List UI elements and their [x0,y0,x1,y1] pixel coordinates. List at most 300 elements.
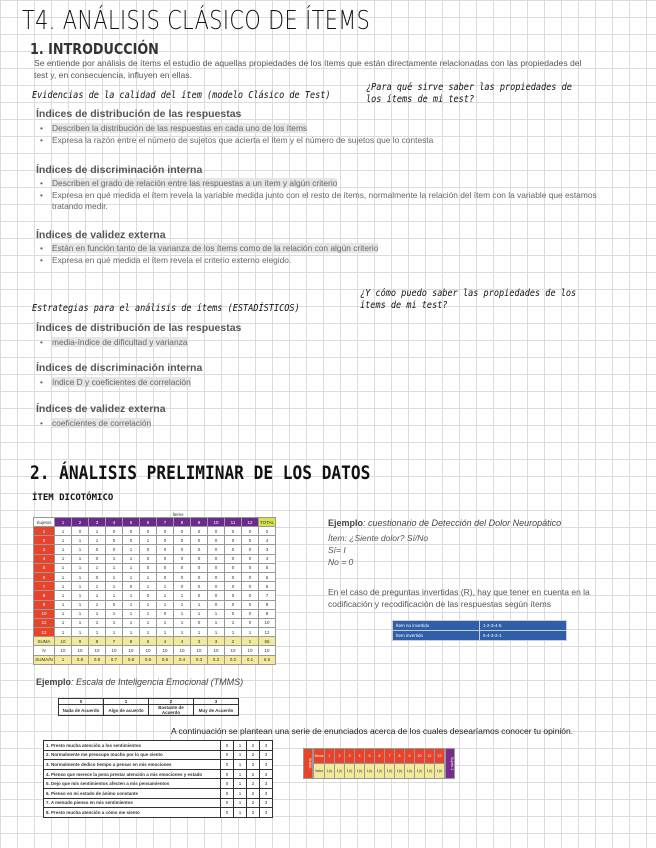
table-cell: 0 [225,600,242,609]
item-text: 2. Normalmente me preocupo mucho por lo que siento [44,750,221,760]
table-cell: 1 [89,618,106,627]
table-cell: 1 [55,572,72,581]
table-cell: 1 [55,628,72,637]
table-cell: 1 [174,591,191,600]
item-option[interactable]: 1 [234,808,247,818]
table-cell: 10 [242,646,259,655]
table-col-header: 9 [191,518,208,527]
table-cell: 1 [72,628,89,637]
block-3-list [40,243,600,266]
table-cell: 1 [89,536,106,545]
table-cell: 10 [157,646,174,655]
scale-number: 1 [104,699,149,705]
item-option[interactable]: 3 [260,808,273,818]
table-cell: 0.7 [106,655,123,664]
table-cell: 0 [225,582,242,591]
scored-item-cell: 1 [325,749,335,764]
item-option[interactable]: 1 [234,779,247,789]
item-option[interactable]: 0 [221,769,234,779]
item-option[interactable]: 1 [234,741,247,751]
table-cell: 12 [34,628,55,637]
table-corner: Sujetos [34,518,55,527]
table-cell: 3 [191,637,208,646]
table-row [44,769,273,779]
table-col-header: 10 [208,518,225,527]
table-cell: 0 [225,554,242,563]
table-cell: 1 [242,637,259,646]
block-1-title: Índices de distribución de las respuestas [36,108,242,120]
table-cell: 4 [259,536,276,545]
table-row [44,750,273,760]
table-row [34,536,276,545]
scored-value-cell: 1(r) [345,764,355,779]
table-cell: 10 [55,637,72,646]
table-cell: 10 [208,646,225,655]
scored-left-label: SUMA [303,748,313,779]
table-cell: 0 [242,572,259,581]
table-cell: 0.8 [123,655,140,664]
table-cell: 0 [174,582,191,591]
table-cell: 1 [123,600,140,609]
item-option[interactable]: 0 [221,741,234,751]
table-cell: 1 [157,591,174,600]
table-cell: 0.3 [208,655,225,664]
table-cell: 0.1 [242,655,259,664]
table-cell: 1 [174,618,191,627]
table-cell: 0 [208,572,225,581]
table-cell: 4 [259,554,276,563]
table-row [44,779,273,789]
table-cell: 1 [72,563,89,572]
table-cell: 0 [225,527,242,536]
table-cell: 1 [55,527,72,536]
scored-value-cell: 1(r) [395,764,405,779]
table-cell: 0 [174,545,191,554]
table-col-header: 3 [89,518,106,527]
summary-label: SUMA/N [34,655,55,664]
table-row [34,554,276,563]
table-cell: 11 [34,618,55,627]
scale-label: Bastante de Acuerdo [149,705,194,716]
table-cell: 1 [123,591,140,600]
item-option[interactable]: 3 [260,798,273,808]
table-cell: 0 [191,527,208,536]
table-cell: 1 [174,609,191,618]
table-cell: 1 [55,554,72,563]
table-cell: 1 [34,527,55,536]
table-cell: 1 [208,609,225,618]
item-option[interactable]: 0 [221,798,234,808]
strategy-3-title: Índices de validez externa [36,403,166,415]
scored-item-cell: 8 [395,749,405,764]
table-cell: 6.5 [259,655,276,664]
table-cell: 0 [242,554,259,563]
table-col-header: TOTAL [259,519,275,525]
example-1-no: No = 0 [328,557,354,567]
table-cell: 0 [242,545,259,554]
scored-right-label: Sujeto 1 [445,748,455,779]
table-row [44,808,273,818]
table-cell: 1 [174,600,191,609]
table-cell: 0 [225,609,242,618]
table-cell: 4 [34,554,55,563]
intro-paragraph: Se entiende por análisis de ítems el estudio de aquellas propiedades de los ítems que están directamente relacionadas con las propiedades del test y, en consecuencia, influyen en ellas. [34,58,582,80]
table-cell: 1 [55,582,72,591]
table-cell: 0 [242,536,259,545]
table-cell: 8 [34,591,55,600]
table-row [34,527,276,536]
item-option[interactable]: 3 [260,741,273,751]
table-cell: 1 [123,618,140,627]
list-item: • Describen el grado de relación entre las respuestas a un ítem y algún criterio [40,178,610,190]
table-cell: 5 [259,563,276,572]
table-cell: 0 [123,536,140,545]
table-row [34,563,276,572]
table-row [44,798,273,808]
table-cell: 7 [259,591,276,600]
block-2-list [40,178,610,213]
table-cell: 0 [225,572,242,581]
table-cell: 0 [191,572,208,581]
scale-number: 3 [194,699,239,705]
example-1-item: Ítem: ¿Siente dolor? Sí/No [328,533,429,543]
table-cell: 0.3 [191,655,208,664]
table-cell: 1 [157,600,174,609]
scored-item-cell: 5 [365,749,375,764]
table-cell: 5 [34,563,55,572]
table-cell: 1 [89,527,106,536]
table-cell: 10 [259,618,276,627]
table-cell: 1 [55,600,72,609]
table-cell: 3 [259,545,276,554]
list-item: • media-índice de dificultad y varianza [40,337,187,349]
table-cell: 1 [208,628,225,637]
item-option[interactable]: 0 [221,788,234,798]
table-summary-row [34,655,276,664]
item-option[interactable]: 1 [234,769,247,779]
table-cell: 4 [174,637,191,646]
table-cell: 1 [242,628,259,637]
table-cell: 1 [140,536,157,545]
table-cell: 10 [123,646,140,655]
table-cell: 0 [140,563,157,572]
table-cell: 0 [242,600,259,609]
example-1-yes: Sí= I [328,545,346,555]
item-text: 6. Pienso en mi estado de ánimo constante [44,788,221,798]
table-cell: 0 [157,545,174,554]
item-option[interactable]: 0 [221,808,234,818]
list-item: • Expresa en qué medida el ítem revela el criterio externo elegido. [40,255,600,267]
table-cell: 1 [89,609,106,618]
table-cell: 1 [72,582,89,591]
item-option[interactable]: 2 [247,798,260,808]
table-cell: 0 [242,527,259,536]
table-cell: 6 [259,582,276,591]
example-1-title: Ejemplo: cuestionario de Detección del Dolor Neuropático [328,518,562,528]
scored-item-cell: 7 [385,749,395,764]
scored-item-cell: 6 [375,749,385,764]
block-2-title: Índices de discriminación interna [36,164,203,176]
table-cell: 1 [106,609,123,618]
item-option[interactable]: 3 [260,750,273,760]
table-cell: 0 [140,591,157,600]
list-item: • Describen la distribución de las respuestas en cada uno de los ítems [40,123,600,135]
table-cell: 0.4 [174,655,191,664]
table-cell: 8 [259,600,276,609]
section-2-heading: 2. ÁNALISIS PRELIMINAR DE LOS DATOS [30,462,371,484]
table-col-header: 11 [225,518,242,527]
item-option[interactable]: 0 [221,760,234,770]
scored-value-cell: 1(r) [435,764,445,779]
table-row [34,609,276,618]
item-option[interactable]: 3 [260,788,273,798]
table-cell: 1 [106,572,123,581]
table-cell: 1 [55,563,72,572]
table-cell: 0 [191,591,208,600]
list-item: • Están en función tanto de la varianza de los ítems como de la relación con algún criterio [40,243,600,255]
table-col-header: 2 [72,518,89,527]
table-cell: 1 [55,618,72,627]
table-cell: 4 [157,637,174,646]
table-cell: 0 [174,527,191,536]
table-cell: 10 [174,646,191,655]
table-cell: 1 [55,545,72,554]
scored-item-cell: 2 [335,749,345,764]
scored-value-cell: 1(r) [425,764,435,779]
table-cell: 1 [140,582,157,591]
table-row [44,760,273,770]
table-cell: 0 [208,563,225,572]
table-row [34,572,276,581]
item-option[interactable]: 3 [260,769,273,779]
table-cell: 0 [242,563,259,572]
table-cell: 1 [225,628,242,637]
table-cell: 65 [259,637,276,646]
table-cell: 10 [34,609,55,618]
table-cell: 0 [106,600,123,609]
scored-value-cell: 1(r) [335,764,345,779]
table-cell: 0 [157,609,174,618]
table-cell: 0 [191,554,208,563]
scored-item-cell: 11 [425,749,435,764]
item-option[interactable]: 1 [234,798,247,808]
table-cell: 0 [140,554,157,563]
table-row [34,618,276,627]
table-cell: 0 [123,582,140,591]
table-cell: 1 [140,572,157,581]
item-type-label: ÍTEM DICOTÓMICO [32,493,114,503]
table-cell: 1 [55,655,72,664]
table-cell: 1 [55,609,72,618]
table-cell: 10 [89,646,106,655]
table-cell: 0 [191,582,208,591]
table-cell: 1 [72,572,89,581]
table-cell: 0 [242,582,259,591]
page-title: T4. ANÁLISIS CLÁSICO DE ÍTEMS [22,6,371,36]
table-cell: 1 [157,628,174,637]
table-cell: 2 [225,637,242,646]
question-2: ¿Y cómo puedo saber las propiedades de los ítems de mi test? [360,288,577,311]
table-col-header: 8 [174,518,191,527]
table-cell: 1 [140,609,157,618]
scored-item-cell: 10 [415,749,425,764]
item-text: 8. Presto mucha atención a cómo me siento [44,808,221,818]
strategy-2-list [40,377,191,389]
table-cell: 1 [55,591,72,600]
table-cell: 9 [72,637,89,646]
summary-label: SUMA [34,637,55,646]
list-item: • coeficientes de correlación [40,418,151,430]
table-cell: 1 [191,628,208,637]
item-option[interactable]: 2 [247,760,260,770]
scored-item-cell: 9 [405,749,415,764]
table-cell: 0 [225,563,242,572]
table-cell: 1 [123,563,140,572]
table-cell: 10 [259,646,276,655]
list-item: • índice D y coeficientes de correlación [40,377,191,389]
block-3-title: Índices de validez externa [36,229,166,241]
scored-value-cell: 1(r) [415,764,425,779]
scored-value-cell: 1(r) [405,764,415,779]
table-cell: 1 [123,545,140,554]
table-cell: 0 [242,618,259,627]
table-cell: 0 [106,545,123,554]
table-row [44,741,273,751]
scale-number: 2 [149,699,194,705]
scored-item-cell: 12 [435,749,445,764]
table-cell: 5 [259,572,276,581]
table-cell: 0 [208,536,225,545]
item-option[interactable]: 1 [234,760,247,770]
list-item: • Expresa la razón entre el número de sujetos que acierta el ítem y el número de sujetos que lo contesta [40,135,600,147]
item-option[interactable]: 2 [247,750,260,760]
table-cell: 1 [191,609,208,618]
table-col-header: 4 [106,518,123,527]
table-row [34,591,276,600]
scored-items-table: Ítems 1 2 3 4 5 6 7 8 9 10 11 12 Valor 1(r) 1(r) 1(r) 1(r) 1(r) 1(r) 1(r) 1(r) 1(r) 1(r) 1(r) 1(r) [313,748,445,779]
table-cell: 0.5 [157,655,174,664]
table-cell: 0 [140,545,157,554]
table-cell: 0 [225,536,242,545]
table-cell: 12 [259,628,276,637]
table-cell: 0 [208,545,225,554]
table-cell: 0 [225,545,242,554]
table-cell: 1 [157,618,174,627]
scale-label: Nada de Acuerdo [59,705,104,716]
table-col-header: 6 [140,518,157,527]
table-cell: 10 [140,646,157,655]
table-cell: 6 [140,637,157,646]
table-col-header: 1 [55,518,72,527]
table-cell: 1 [106,628,123,637]
example-1-note: En el caso de preguntas invertidas (R), hay que tener en cuenta en la codificación y recodificación de las respuestas según ítems [328,587,590,609]
scored-value-cell: 1(r) [325,764,335,779]
table-cell: 1 [72,600,89,609]
item-option[interactable]: 3 [260,760,273,770]
scale-number: 0 [59,699,104,705]
table-cell: 2 [259,527,276,536]
table-cell: 0 [208,554,225,563]
likert-scale-table [58,698,239,716]
table-cell: 0 [208,591,225,600]
table-row [44,788,273,798]
table-cell: 1 [140,618,157,627]
table-cell: 7 [34,582,55,591]
example-1-details [328,532,428,568]
scored-items-table-wrapper [303,748,455,779]
table-cell: 3 [208,637,225,646]
table-cell: 0 [123,527,140,536]
table-cell: 1 [106,591,123,600]
table-cell: 0 [208,582,225,591]
table-cell: 0 [191,536,208,545]
item-option[interactable]: 2 [247,741,260,751]
strategy-1-title: Índices de distribución de las respuestas [36,322,242,334]
table-cell: 9 [34,600,55,609]
table-cell: 1 [157,582,174,591]
item-text: 5. Dejo que mis sentimientos afecten a mis pensamientos [44,779,221,789]
table-cell: 0 [174,563,191,572]
table-col-header: 12 [242,518,259,527]
section-1-heading: 1. INTRODUCCIÓN [30,40,159,58]
scored-item-cell: 4 [355,749,365,764]
table-cell: 0 [157,527,174,536]
table-cell: 0.8 [89,655,106,664]
table-cell: 0 [191,563,208,572]
item-option[interactable]: 1 [234,750,247,760]
dichotomous-table-wrapper [33,512,323,665]
item-option[interactable]: 0 [221,750,234,760]
item-text: 1. Presto mucha atención a los sentimientos [44,741,221,751]
table-cell: 1 [55,536,72,545]
table-cell: 1 [72,618,89,627]
table-cell: 0 [89,554,106,563]
table-cell: 0 [174,536,191,545]
table-cell: 1 [225,618,242,627]
table-cell: 0.2 [225,655,242,664]
table-cell: 1 [89,600,106,609]
item-option[interactable]: 0 [221,779,234,789]
table-cell: 1 [140,600,157,609]
item-option[interactable]: 2 [247,788,260,798]
table-cell: 8 [89,637,106,646]
table-top-label: Ítems [172,512,184,517]
table-cell: 1 [123,609,140,618]
block-1-list [40,123,600,146]
item-option[interactable]: 2 [247,769,260,779]
item-option[interactable]: 1 [234,788,247,798]
table-cell: 0.6 [140,655,157,664]
table-cell: 1 [72,591,89,600]
table-row [34,545,276,554]
table-cell: 1 [72,536,89,545]
strategy-1-list [40,337,187,349]
table-cell: 1 [123,572,140,581]
item-text: 4. Pienso que merece la pena prestar atención a mis emociones y estado [44,769,221,779]
table-cell: 1 [89,591,106,600]
scored-item-cell: 3 [345,749,355,764]
table-cell: 1 [106,582,123,591]
table-cell: 0 [208,527,225,536]
table-cell: 0 [106,536,123,545]
item-option[interactable]: 2 [247,779,260,789]
item-option[interactable]: 2 [247,808,260,818]
table-row [34,628,276,637]
item-option[interactable]: 3 [260,779,273,789]
table-col-header: 7 [157,518,174,527]
table-cell: 0 [225,591,242,600]
table-cell: 0 [174,554,191,563]
